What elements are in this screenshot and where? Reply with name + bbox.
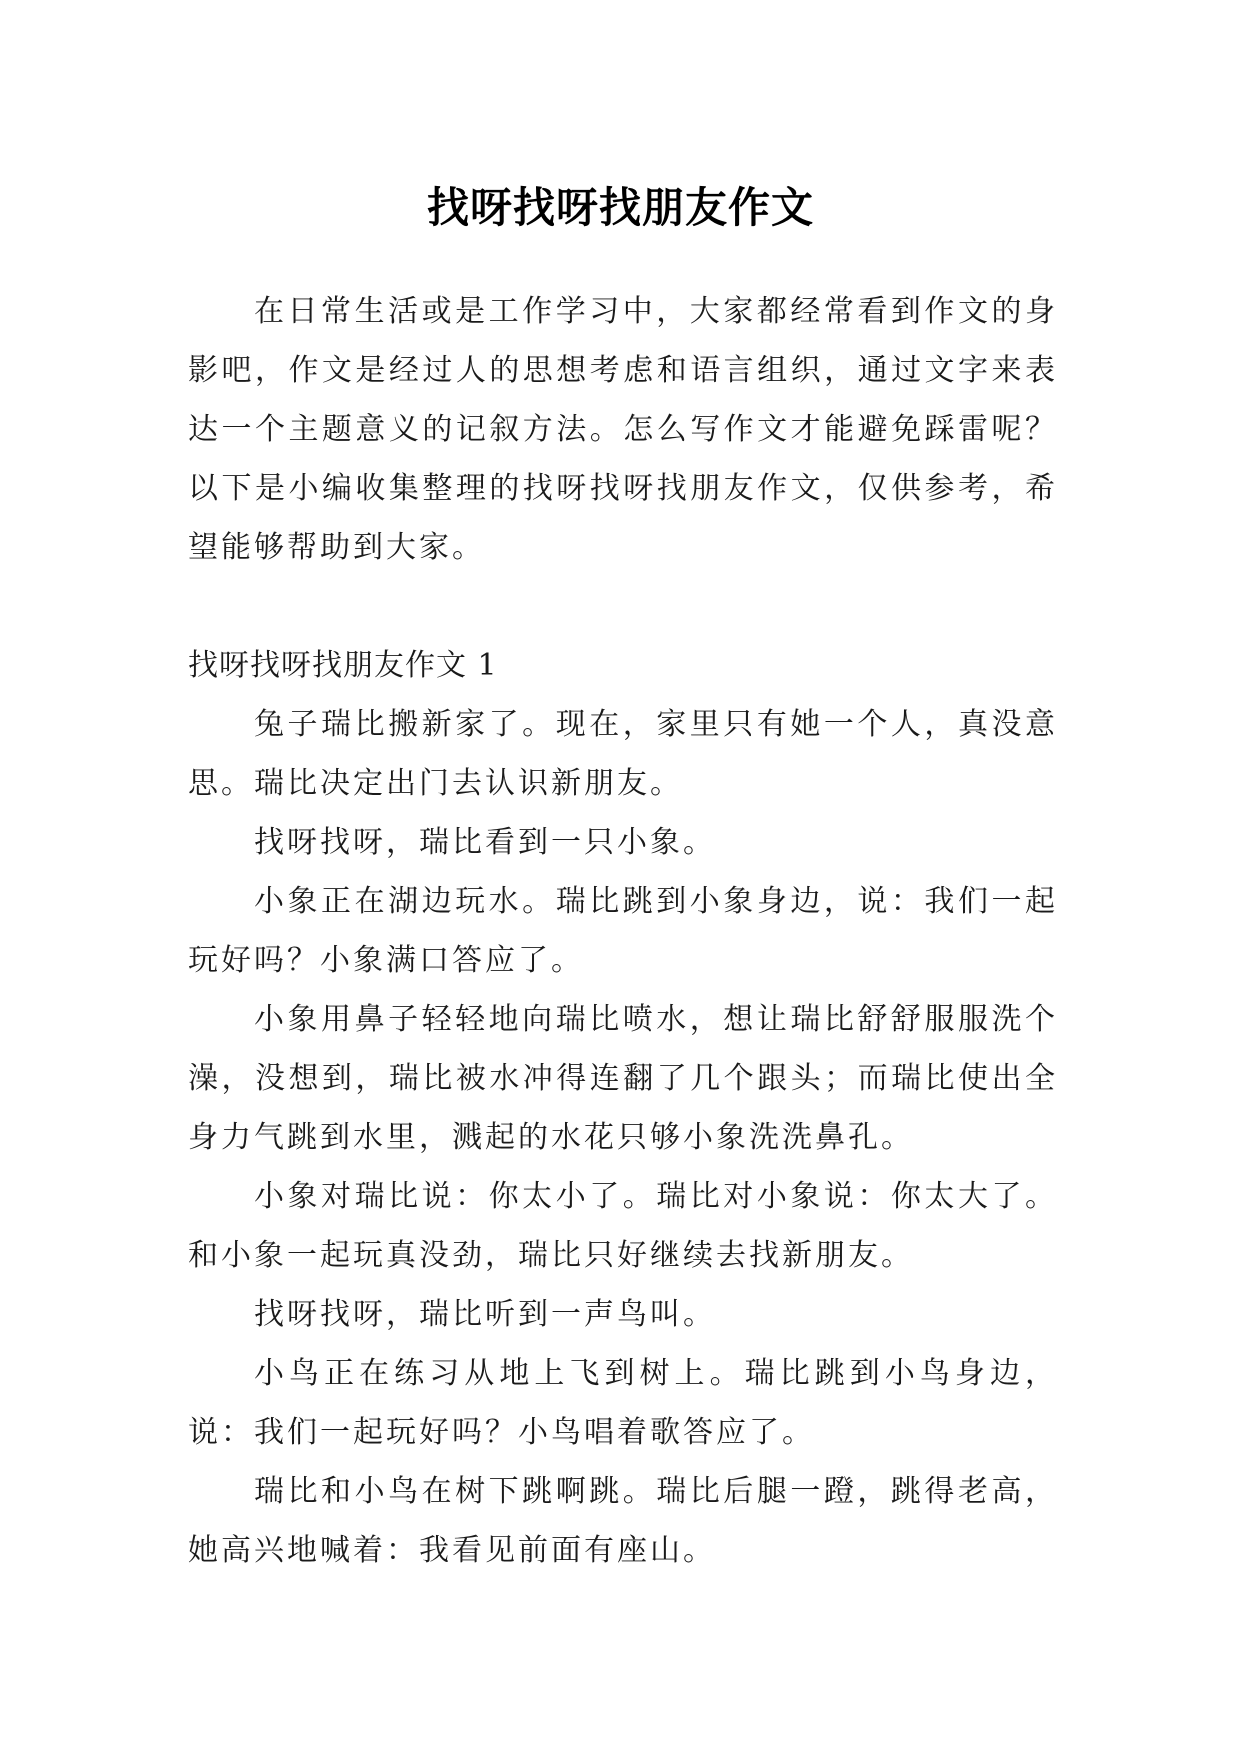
story-paragraph: 小象用鼻子轻轻地向瑞比喷水，想让瑞比舒舒服服洗个澡，没想到，瑞比被水冲得连翻了几个跟头；而瑞比使出全身力气跳到水里，溅起的水花只够小象洗洗鼻孔。 xyxy=(188,1002,1058,1155)
story-paragraph: 找呀找呀，瑞比听到一声鸟叫。 xyxy=(254,1297,716,1332)
document-body xyxy=(188,282,1058,1580)
section-heading: 找呀找呀找朋友作文 1 xyxy=(188,648,498,683)
document-title: 找呀找呀找朋友作文 xyxy=(426,183,814,233)
story-paragraph: 兔子瑞比搬新家了。现在，家里只有她一个人，真没意思。瑞比决定出门去认识新朋友。 xyxy=(188,707,1058,801)
story-paragraph: 小鸟正在练习从地上飞到树上。瑞比跳到小鸟身边，说：我们一起玩好吗？小鸟唱着歌答应了。 xyxy=(188,1356,1058,1450)
story-paragraph: 瑞比和小鸟在树下跳啊跳。瑞比后腿一蹬，跳得老高，她高兴地喊着：我看见前面有座山。 xyxy=(188,1474,1058,1568)
story-paragraph: 找呀找呀，瑞比看到一只小象。 xyxy=(254,825,716,860)
story-paragraph: 小象对瑞比说：你太小了。瑞比对小象说：你太大了。和小象一起玩真没劲，瑞比只好继续去找新朋友。 xyxy=(188,1179,1058,1273)
story-paragraph: 小象正在湖边玩水。瑞比跳到小象身边，说：我们一起玩好吗？小象满口答应了。 xyxy=(188,884,1058,978)
intro-paragraph: 在日常生活或是工作学习中，大家都经常看到作文的身影吧，作文是经过人的思想考虑和语言组织，通过文字来表达一个主题意义的记叙方法。怎么写作文才能避免踩雷呢？以下是小编收集整理的找呀找呀找朋友作文，仅供参考，希望能够帮助到大家。 xyxy=(188,294,1058,565)
